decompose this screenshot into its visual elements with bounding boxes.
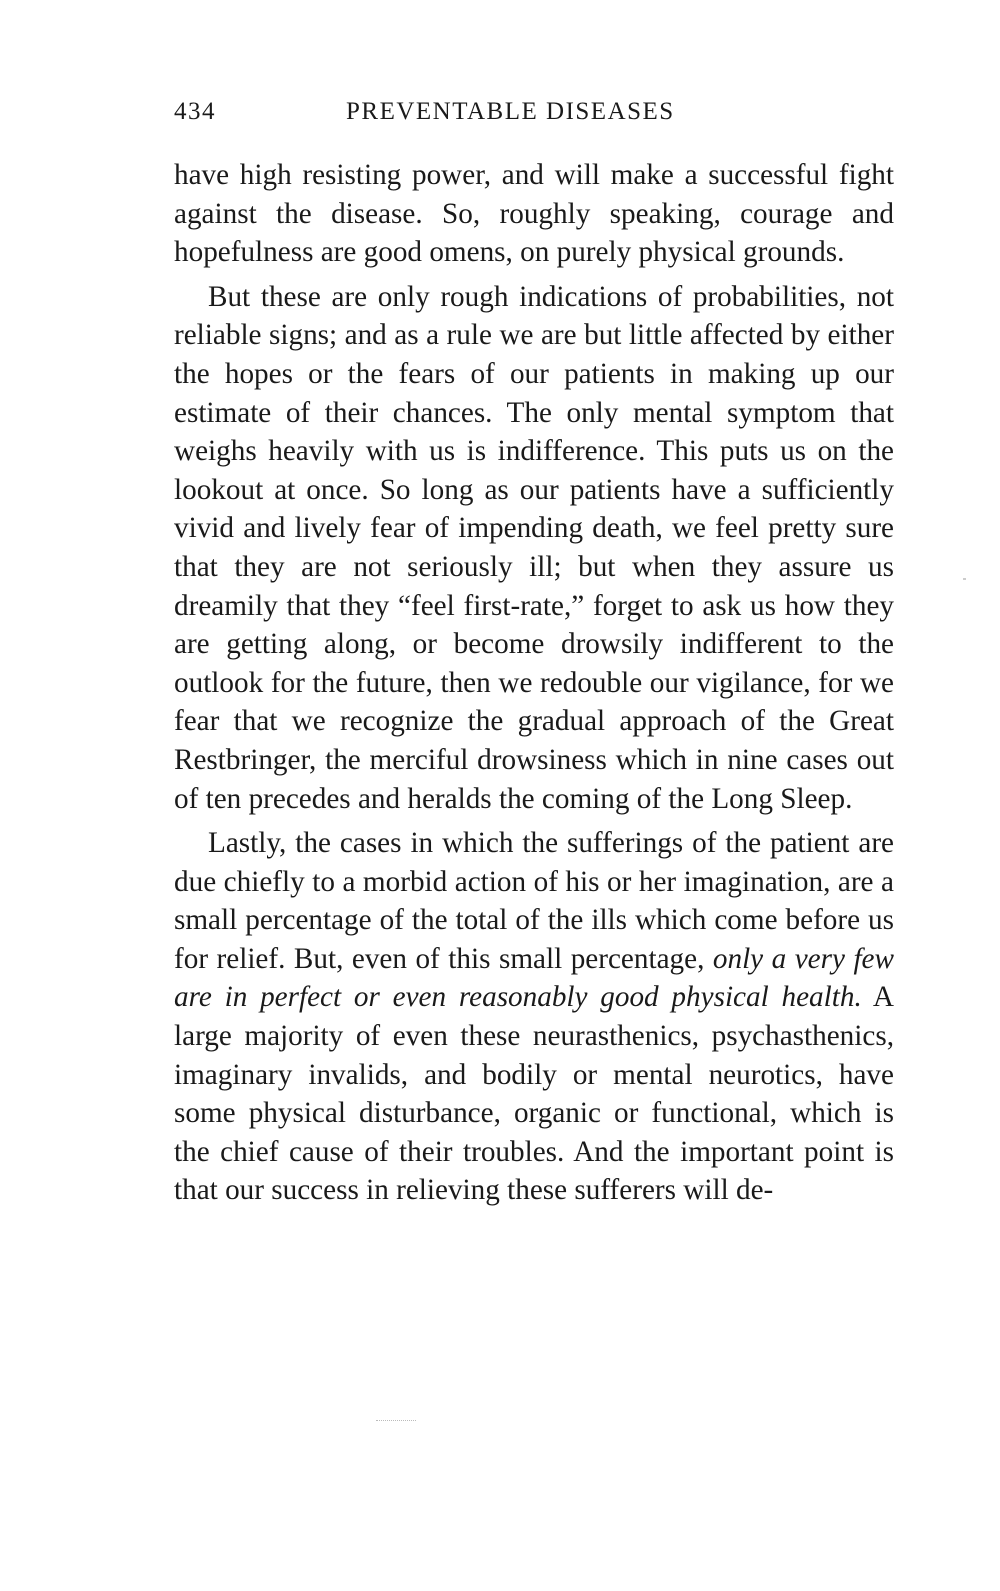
book-page <box>174 98 894 1216</box>
paragraph-imagination <box>174 824 894 1210</box>
page-number: 434 <box>174 98 216 125</box>
paragraph-text-before: Lastly, the cases in which the sufferings of the patient are due chiefly to a morbid action of his or her imagination, are a small percentage of the total of the ills which come before us for relief. But, even of this small percentage, <box>174 827 894 975</box>
footer-scan-mark <box>376 1420 416 1425</box>
running-head <box>174 98 894 138</box>
margin-speck <box>963 578 966 580</box>
paragraph-indifference: But these are only rough indications of probabilities, not reliable signs; and as a rule we are but little affected by either the hopes or the fears of our patients in making up our estimate of their chances. The only mental symptom that weighs heavily with us is indifference. This puts us on the lookout at once. So long as our patients have a sufficiently vivid and lively fear of impending death, we feel pretty sure that they are not seriously ill; but when they assure us dreamily that they “feel first-rate,” forget to ask us how they are getting along, or become drowsily indifferent to the outlook for the future, then we redouble our vigilance, for we fear that we recognize the gradual approach of the Great Restbringer, the merciful drowsiness which in nine cases out of ten precedes and heralds the coming of the Long Sleep. <box>174 280 894 815</box>
running-title: PREVENTABLE DISEASES <box>346 98 675 125</box>
paragraph-italic-emphasis: only a very few are in perfect or even reasonably good physical health. <box>174 942 894 1014</box>
body-text <box>174 156 894 1210</box>
paragraph-continuation: have high resisting power, and will make a successful fight against the disease. So, roughly speaking, courage and hopefulness are good omens, on purely physical grounds. <box>174 159 894 269</box>
paragraph-text-after: A large majority of even these neurasthenics, psychasthenics, imaginary invalids, and bodily or mental neurotics, have some physical disturbance, organic or functional, which is the chief cause of their troubles. And the important point is that our success in relieving these sufferers will de- <box>174 981 894 1207</box>
